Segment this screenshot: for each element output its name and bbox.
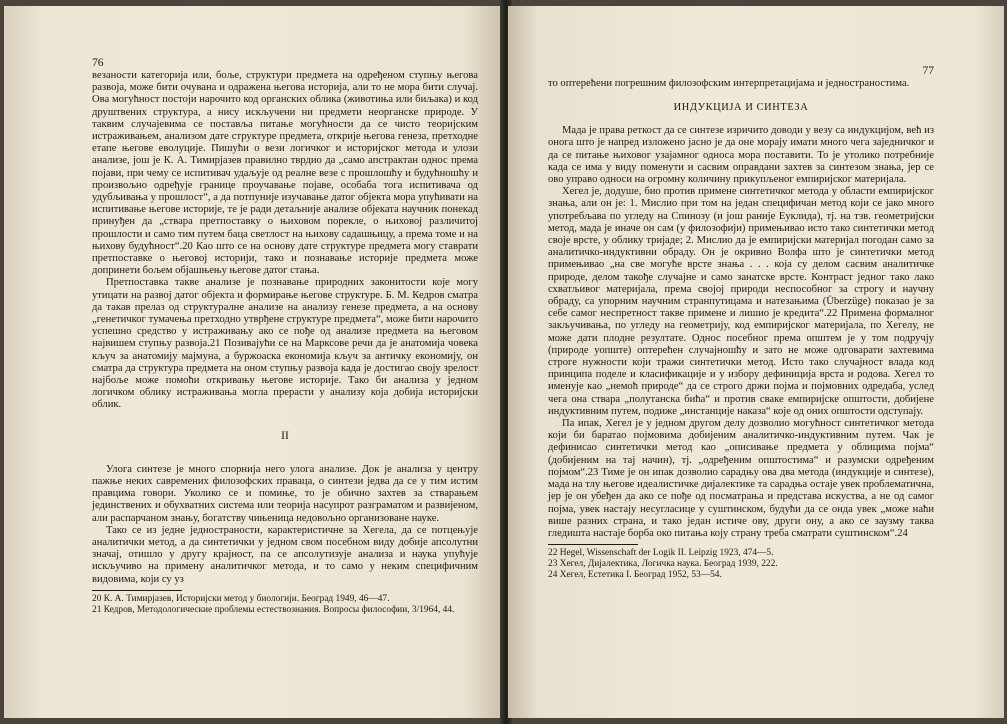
paragraph: то оптерећени погрешним филозофским интерпретацијама и једностраностима. (548, 78, 910, 89)
footnote: 24 Хегел, Естетика I. Београд 1952, 53—54. (548, 570, 722, 581)
paragraph: Улога синтезе је много спорнија него улога анализе. Док је анализа у центру пажње неких савремених филозофских праваца, о синтези једва да се у тим истим правцима говори. Уколико се и помиње, то је обично захтев за стварањем јединствених и обухватних система или теорија насупрот разграматом и развијеном, али распарчаном знању, богатству чињеница недовољно организоване науке. (92, 463, 478, 524)
paragraph: Тако се из једне једностраности, карактеристичне за Хегела, да се потцењује аналитички метод, а да синтетички у једном свом посебном виду добије апсолутни значај, отишло у другу крајност, па се апсолутизује анализа и наука упућује искључиво на примену аналитичког метода, и то само у неким специфичним видовима, који су уз (92, 524, 478, 585)
footnote: 23 Хегел, Дијалектика, Логичка наука. Београд 1939, 222. (548, 559, 778, 570)
footnote-rule (92, 590, 182, 591)
footnote: 22 Hegel, Wissenschaft der Logik II. Leipzig 1923, 474—5. (548, 548, 774, 559)
section-numeral: II (281, 429, 289, 442)
footnote-rule (548, 544, 638, 545)
page-number: 77 (922, 65, 934, 77)
footnotes (548, 548, 934, 581)
footnote: 20 К. А. Тимирјазев, Историјски метод у биологији. Београд 1949, 46—47. (92, 593, 390, 604)
paragraph: Хегел је, додуше, био против примене синтетичког метода у области емпиријског знања, али он је: 1. Мислио при том на један специфичан метод који се јако много употребљава по угледу на Спинозу (и још раније Еуклида), тј. на тзв. геометријски метод, мада је иначе он сам (у филозофији) примењивао исто тако синтетички метод своје врсте, у облику тријаде; 2. Мислио да је емпиријски материјал погодан само за аналитичко-индуктивни обраду. Он је окривио Волфа што је синтетички метод примењивао „на све могуће врсте знања . . . која су делом сасвим аналитичке природе, делом такође случајне и само занатске врсте. Контраст једног тако лако схватљивог материјала, према својој природи неспособног за строгу и научну обраду, са упорним научним странпутицама и натезањима (Überzüge) показао је за себе самог неспретност такве примене и лишио је кредита“.22 Примена формалног закључивања, по угледу на геометрију, код емпиријског материјала, по Хегелу, не може дати плодне резултате. Однос посебног према општем је у том подручју (природе уопште) оптерећен случајношћу и зато не може одговарати захтевима строге нужности који тражи синтетички метод. Исто тако случајност влада код принципа поделе и класификације и у избору дефиниција врста и родова. Хегел то именује као „немоћ природе“ да се строго држи појма и појмовних одредаба, услед чега она ствара „полутанска бића“ и против сваке емпиријске општости, добијене индуктивним путем, подиже „инстанције наказа“ које од оних општости одступају. (548, 186, 934, 417)
paragraph: Мада је права реткост да се синтезе изричито доводи у везу са индукцијом, већ из онога што је напред изложено јасно је да оне морају имати много чега заједничког и да се питање њиховог узајамног односа мора поставити. То је утолико потребније када се има у виду поменути и сасвим оправдани захтев за синтезом знања, јер се ово управо односи на огромну количину прикупљеног емпиријског материјала. (548, 125, 934, 186)
paragraph: везаности категорија или, боље, структури предмета на одређеном ступњу његова развоја, може бити очувана и одражена његова историја, али то не мора бити случај. Ова могућност постоји нарочито код органских облика (животиња или биљака) и код друштвених структура, а нису искључени ни предмети неорганске природе. У таквим случајевима се поставља питање могућности да се чисто теоријским истраживањем, анализом дате структуре предмета, открије његова генеза, претходне етапе његове еволуције. Пишући о вези логичког и историјског метода и улози анализе, још је К. А. Тимирјазев правилно тврдио да „само апстрактан однос према појави, при чему се испитивач удаљује од реалне везе с прошлошћу и будућношћу и произвољно одређује границе проучавање појаве, особаба тога испитивача од удубљивања у прошлост“, а да потпуније изучавање датог објекта мора упућивати на испитивање његове историје, те је ради детаљније анализе објеката научник понекад принуђен да „ствара претпоставку о њиховом порекле, о њиховој различитој прошлости и само тим путем баца светлост на њихову садашњицу, а према томе и на њихову будућност“.20 Као што се на основу дате структуре предмета могу ставрати претпоставке о његовој историји, тако и познавање историје предмета може допринети бољем објашњењу његове датог стања. (92, 70, 478, 277)
footnotes (92, 594, 478, 616)
left-page (4, 6, 504, 718)
footnote: 21 Кедров, Методологические проблемы естествознания. Вопросы философии, 3/1964, 44. (92, 604, 455, 615)
section-heading: ИНДУКЦИЈА И СИНТЕЗА (673, 102, 809, 114)
paragraph: Па ипак, Хегел је у једном другом делу дозволио могућност синтетичког метода који би баратао појмовима добијеним аналитичко-индуктивним путем. Чак је дефинисао синтетички метод као „описивање предмета у облицима појма“ (добијеним на тај начин), тј. „одређеним општостима“ и разумски одређеним појмом“.23 Тиме је он ипак дозволио сарадњу ова два метода (индукције и синтезе), мада на тлу његове идеалистичке дијалектике та сарадња остаје увек проблематична, јер је он убеђен да ако се пође од посматрања и представа искуства, а не од самог појма, увек настају несугласице у суштинском, будући да се онда увек „може наћи више разних страна, и тако један истиче ову, други ону, а ако се заузму таква гледишта настаје борба око питања коју страну треба сматрати суштинском“.24 (548, 418, 934, 539)
page-number: 76 (92, 57, 104, 69)
right-page (508, 6, 1004, 718)
paragraph: Претпоставка такве анализе је познавање природних законитости које могу утицати на развој датог објекта и формирање његове структуре. Б. М. Кедров сматра да такав прелаз од структуралне анализе на анализу генезе предмета, а на основу „генетичког тумачења претходно утврђене структуре предмета“, може бити нарочито успешно средство у истраживању ако се пође од анализе предмета на његовом највишем ступњу развоја.21 Позивајући се на Марксове речи да је анатомија човека кључ за анатомију мајмуна, а буржоаска економија кључ за античку економију, он сматра да структура предмета на оном ступњу развоја када је достигао своју зрелост најбоље може помоћи откривању његове историје. Тако би анализа у једном логичком облику истраживања могла прерасти у анализу која добија историјски облик. (92, 277, 478, 411)
